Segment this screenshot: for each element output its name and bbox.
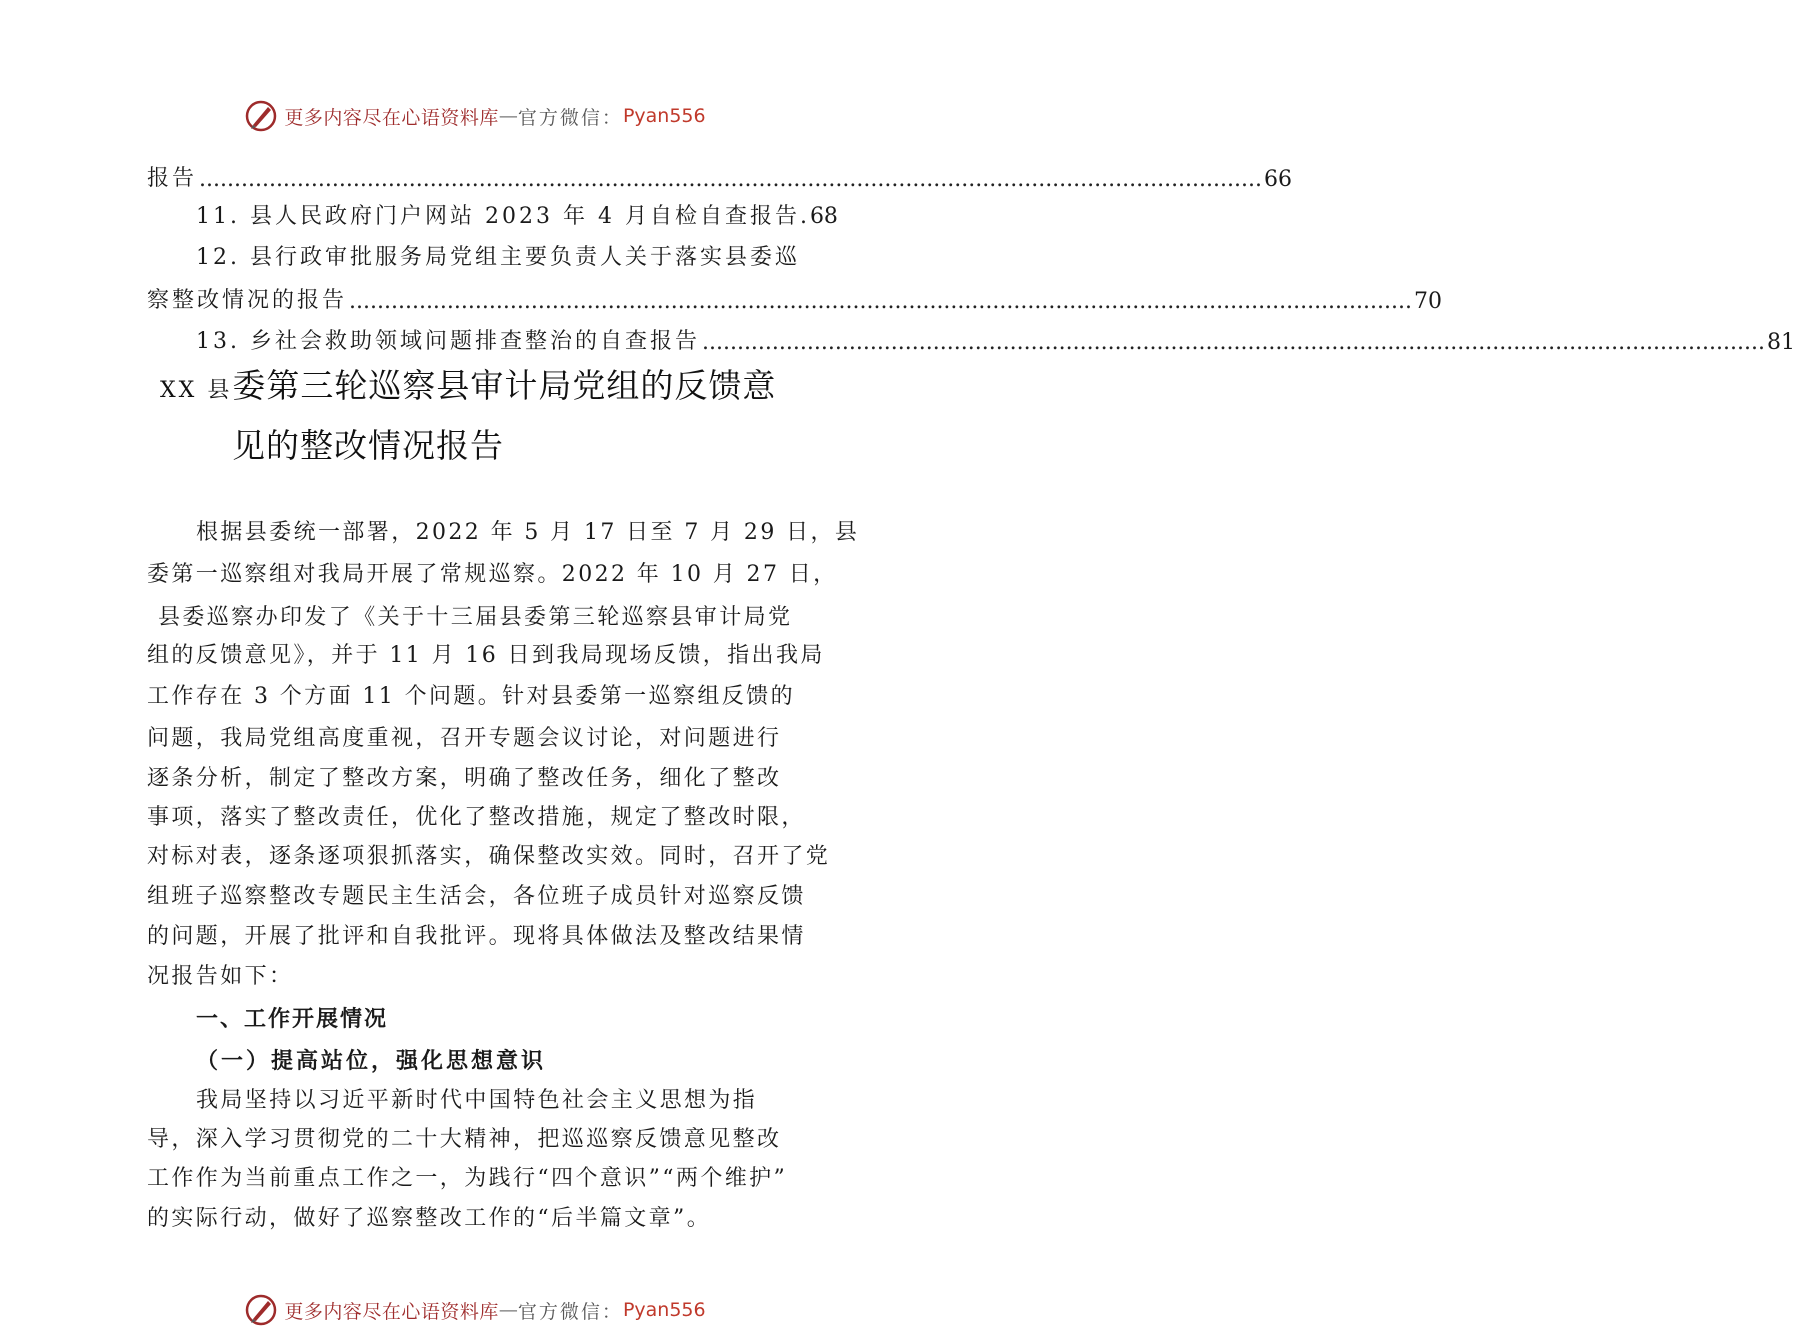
toc-entry-page: 66 <box>1263 167 1292 192</box>
toc-entry-text: 11. 县人民政府门户网站 2023 年 4 月自检自查报告. <box>196 204 810 229</box>
toc-entry <box>147 158 1292 192</box>
paragraph-line: 对标对表，逐条逐项狠抓落实，确保整改实效。同时，召开了党 <box>147 844 831 869</box>
toc-leader-dots: ........................................................................................................................................................ <box>199 167 1262 192</box>
toc-leader-dots: ........................................................................................................................................................ <box>701 330 1765 355</box>
banner-brand: 更多内容尽在心语资料库 <box>284 1300 499 1323</box>
banner-separator: — <box>498 1299 518 1321</box>
title-prefix: XX 县 <box>160 378 233 403</box>
banner-wechat-id: Pyan556 <box>622 105 706 127</box>
toc-entry <box>196 199 838 230</box>
toc-entry-text: 察整改情况的报告 <box>147 288 348 313</box>
banner-separator: — <box>498 105 518 127</box>
paragraph-line: 我局坚持以习近平新时代中国特色社会主义思想为指 <box>196 1088 758 1113</box>
banner-wechat-label: 官方微信： <box>517 106 623 129</box>
title-line1-text: 委第三轮巡察县审计局党组的反馈意 <box>232 366 777 405</box>
document-title-line1 <box>160 360 776 407</box>
pen-in-circle-icon <box>244 1293 278 1327</box>
paragraph-line: 事项，落实了整改责任，优化了整改措施，规定了整改时限， <box>147 805 806 830</box>
paragraph-line: 况报告如下： <box>147 964 294 989</box>
toc-leader-dots: ........................................................................................................................................................ <box>349 289 1412 314</box>
paragraph-line: 的实际行动，做好了巡察整改工作的“后半篇文章”。 <box>147 1206 712 1231</box>
toc-entry <box>196 240 800 271</box>
toc-entry-text: 13. 乡社会救助领域问题排查整治的自查报告 <box>196 329 700 354</box>
subsection-heading: （一）提高站位，强化思想意识 <box>196 1048 547 1074</box>
toc-entry <box>196 321 1795 355</box>
paragraph-line: 工作存在 3 个方面 11 个问题。针对县委第一巡察组反馈的 <box>147 684 795 709</box>
banner-wechat-label: 官方微信： <box>517 1300 623 1323</box>
footer-banner <box>0 1290 950 1330</box>
toc-entry-text: 12. 县行政审批服务局党组主要负责人关于落实县委巡 <box>196 245 800 270</box>
banner-wechat-id: Pyan556 <box>622 1299 706 1321</box>
section-heading: 一、工作开展情况 <box>196 1007 389 1032</box>
toc-entry-page: 68 <box>809 204 838 229</box>
pen-in-circle-icon <box>244 99 278 133</box>
paragraph-line: 县委巡察办印发了《关于十三届县委第三轮巡察县审计局党 <box>158 605 793 630</box>
paragraph-line: 工作作为当前重点工作之一，为践行“四个意识”“两个维护” <box>147 1166 788 1191</box>
toc-entry-page: 70 <box>1413 289 1442 314</box>
paragraph-line: 的问题，开展了批评和自我批评。现将具体做法及整改结果情 <box>147 924 806 949</box>
document-title-line2: 见的整改情况报告 <box>232 426 504 465</box>
paragraph-line: 导，深入学习贯彻党的二十大精神，把巡巡察反馈意见整改 <box>147 1127 782 1152</box>
toc-entry-text: 报告 <box>147 166 198 191</box>
paragraph-line: 根据县委统一部署，2022 年 5 月 17 日至 7 月 29 日，县 <box>196 520 860 545</box>
paragraph-line: 组的反馈意见》，并于 11 月 16 日到我局现场反馈，指出我局 <box>147 643 825 668</box>
paragraph-line: 委第一巡察组对我局开展了常规巡察。2022 年 10 月 27 日， <box>147 562 838 587</box>
paragraph-line: 组班子巡察整改专题民主生活会，各位班子成员针对巡察反馈 <box>147 884 806 909</box>
toc-entry-page: 81 <box>1766 330 1795 355</box>
banner-brand: 更多内容尽在心语资料库 <box>284 106 499 129</box>
toc-entry <box>147 280 1442 314</box>
paragraph-line: 问题，我局党组高度重视，召开专题会议讨论，对问题进行 <box>147 726 782 751</box>
header-banner <box>0 96 950 136</box>
paragraph-line: 逐条分析，制定了整改方案，明确了整改任务，细化了整改 <box>147 766 782 791</box>
